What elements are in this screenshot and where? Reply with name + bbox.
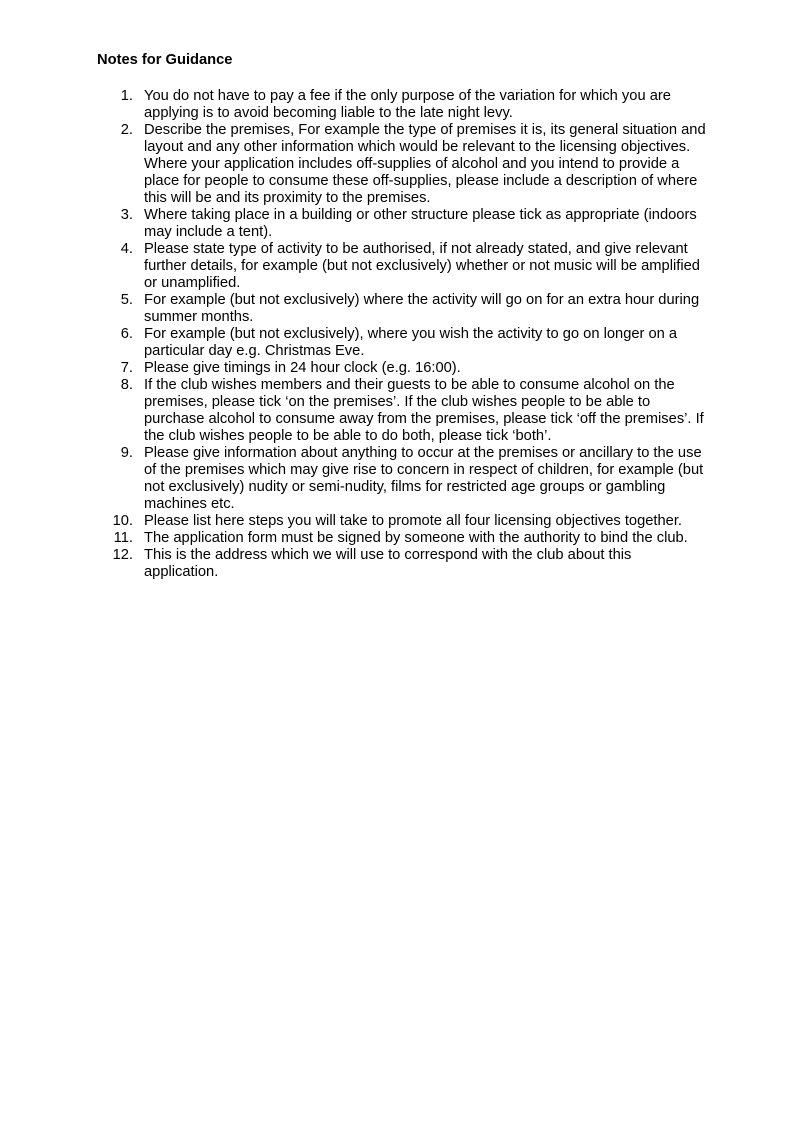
note-text: Where taking place in a building or other structure please tick as appropriate (indoors may include a tent). <box>144 207 697 240</box>
page-title: Notes for Guidance <box>97 52 233 68</box>
guidance-note-item <box>97 513 715 530</box>
note-number: 7. <box>120 360 133 376</box>
note-text: Please give information about anything to occur at the premises or ancillary to the use of the premises which may give rise to concern in respect of children, for example (but not exclusively) nudity or semi-nudity, films for restricted age groups or gambling machines etc. <box>144 445 704 512</box>
note-number: 10. <box>112 513 133 529</box>
note-number: 8. <box>120 377 133 393</box>
note-number: 1. <box>120 88 133 104</box>
guidance-note-item <box>97 547 715 581</box>
guidance-note-item <box>97 530 715 547</box>
note-text: For example (but not exclusively) where the activity will go on for an extra hour during summer months. <box>144 292 700 325</box>
note-text: For example (but not exclusively), where you wish the activity to go on longer on a particular day e.g. Christmas Eve. <box>144 326 678 359</box>
guidance-note-item <box>97 207 715 241</box>
note-number: 3. <box>120 207 133 223</box>
note-text: The application form must be signed by someone with the authority to bind the club. <box>144 530 688 546</box>
guidance-note-item <box>97 122 715 207</box>
note-number: 2. <box>120 122 133 138</box>
note-text: Please state type of activity to be authorised, if not already stated, and give relevant further details, for example (but not exclusively) whether or not music will be amplified or unamplified. <box>144 241 700 291</box>
note-number: 4. <box>120 241 133 257</box>
guidance-note-item <box>97 326 715 360</box>
note-number: 6. <box>120 326 133 342</box>
note-text: Describe the premises, For example the type of premises it is, its general situation and layout and any other information which would be relevant to the licensing objectives. Where your application includes off-supplies of alcohol and you intend to provide a place for people to consume these off-supplies, please include a description of where this will be and its proximity to the premises. <box>144 122 706 206</box>
note-number: 11. <box>113 530 133 546</box>
note-text: Please give timings in 24 hour clock (e.g. 16:00). <box>144 360 461 376</box>
guidance-note-item <box>97 292 715 326</box>
guidance-note-item <box>97 88 715 122</box>
note-text: You do not have to pay a fee if the only purpose of the variation for which you are applying is to avoid becoming liable to the late night levy. <box>144 88 671 121</box>
note-text: Please list here steps you will take to promote all four licensing objectives together. <box>144 513 683 529</box>
guidance-note-item <box>97 377 715 445</box>
guidance-note-item <box>97 445 715 513</box>
note-number: 9. <box>120 445 133 461</box>
note-number: 5. <box>120 292 133 308</box>
guidance-note-item <box>97 241 715 292</box>
guidance-list <box>97 88 715 581</box>
note-text: This is the address which we will use to correspond with the club about this application. <box>144 547 632 580</box>
note-number: 12. <box>112 547 133 563</box>
guidance-note-item <box>97 360 715 377</box>
note-text: If the club wishes members and their guests to be able to consume alcohol on the premises, please tick ‘on the premises’. If the club wishes people to be able to purchase alcohol to consume away from the premises, please tick ‘off the premises’. If the club wishes people to be able to do both, please tick ‘both’. <box>144 377 704 444</box>
